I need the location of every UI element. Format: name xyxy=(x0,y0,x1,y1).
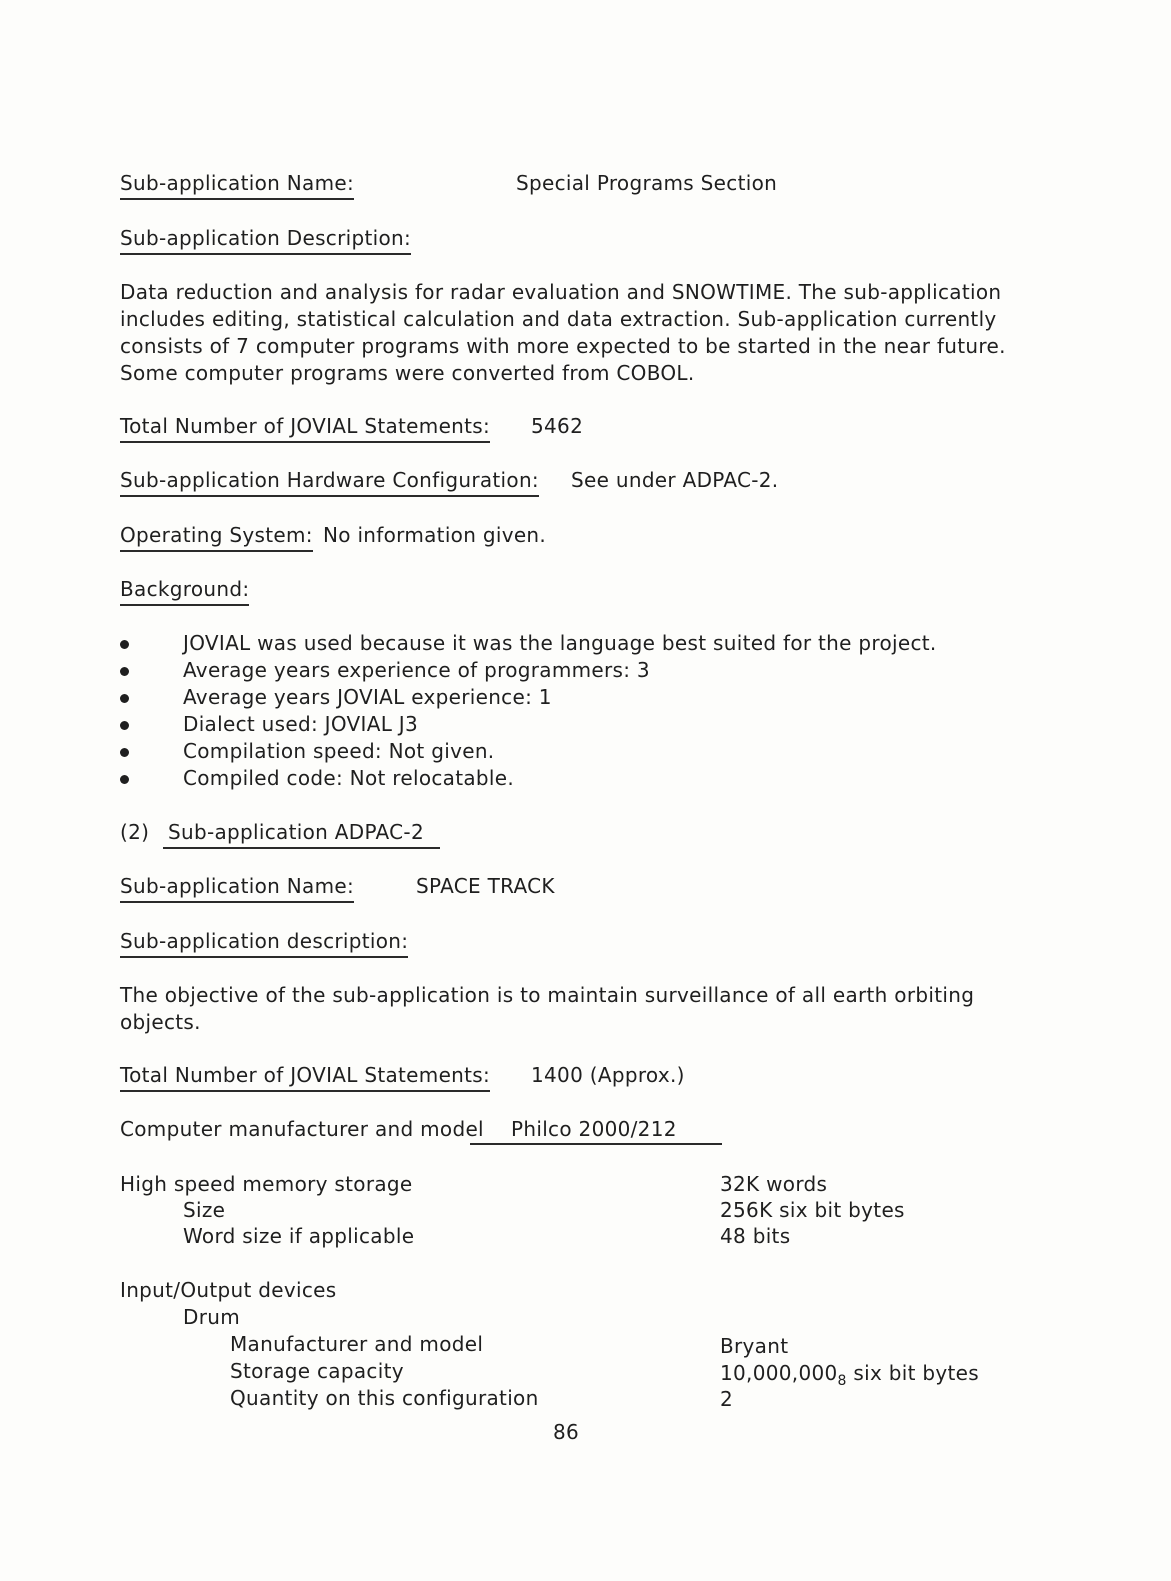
section-title-underline xyxy=(163,847,440,849)
memory-storage-label: High speed memory storage xyxy=(120,1172,413,1196)
operating-system-value: No information given. xyxy=(323,523,547,547)
memory-size-value: 256K six bit bytes xyxy=(720,1198,905,1222)
hardware-config-value: See under ADPAC-2. xyxy=(571,468,779,492)
bullet-icon xyxy=(120,694,129,703)
sub-app-name-value: SPACE TRACK xyxy=(416,874,555,898)
computer-model-value: Philco 2000/212 xyxy=(511,1117,677,1141)
drum-manufacturer-value: Bryant xyxy=(720,1334,789,1358)
bullet-icon xyxy=(120,748,129,757)
bullet-icon xyxy=(120,775,129,784)
section-number: (2) xyxy=(120,820,150,844)
bullet-icon xyxy=(120,640,129,649)
sub-app-name-value: Special Programs Section xyxy=(516,171,778,195)
drum-capacity-value: $10,000,000_8$ six bit bytes xyxy=(720,1361,980,1389)
bullet-icon xyxy=(120,667,129,676)
description-line: The objective of the sub-application is to maintain surveillance of all earth orbiting xyxy=(120,983,975,1007)
drum-capacity-label: Storage capacity xyxy=(230,1359,404,1383)
sub-app-name-label: Sub-application Name: xyxy=(120,873,354,903)
description-line: Some computer programs were converted from COBOL. xyxy=(120,361,695,385)
description-line: objects. xyxy=(120,1010,201,1034)
jovial-statements-label: Total Number of JOVIAL Statements: xyxy=(120,1062,490,1092)
section-title: Sub-application ADPAC-2 xyxy=(168,820,424,844)
description-line: includes editing, statistical calculation and data extraction. Sub-application currently xyxy=(120,307,997,331)
memory-size-label: Size xyxy=(183,1198,226,1222)
word-size-value: 48 bits xyxy=(720,1224,791,1248)
jovial-statements-value: 1400 (Approx.) xyxy=(531,1063,685,1087)
sub-app-description xyxy=(120,982,974,1036)
sub-app-description-label: Sub-application description: xyxy=(120,928,408,958)
jovial-statements-label: Total Number of JOVIAL Statements: xyxy=(120,413,490,443)
drum-label: Drum xyxy=(183,1305,240,1329)
description-line: consists of 7 computer programs with more expected to be started in the near future. xyxy=(120,334,1006,358)
hardware-config-label: Sub-application Hardware Configuration: xyxy=(120,467,539,497)
memory-storage-value: 32K words xyxy=(720,1172,828,1196)
document-page: Sub-application Name: Special Programs Section Sub-application Description: Data reduction and analysis for radar evaluation and SNOWTIME. The sub-application includes editing, statistical calculation and data extraction. Sub-application currently consists of 7 computer programs with more expected to be started in the near future. Some computer programs were converted from COBOL. Total Number of JOVIAL Statements: 5462 Sub-application Hardware Configuration: See under ADPAC-2. Operating System: No information given. Background: JOVIAL was used because it was the language best suited for the project. Average years experience of programmers: 3 Average years JOVIAL experience: 1 Dialect used: JOVIAL J3 Compilation speed: Not given. Compiled code: Not relocatable. (2) Sub-application ADPAC-2 Sub-application Name: SPACE TRACK Sub-application description: The objective of the sub-application is to maintain surveillance of all earth orbiting objects. Total Number of JOVIAL Statements: 1400 (Approx.) Computer manufacturer and model Philco 2000/212 High speed memory storage 32K words Size 256K six bit bytes Word size if applicable 48 bits Input/Output devices Drum Manufacturer and model Bryant Storage capacity $10,000,000_8$ six bit bytes Quantity on this configuration 2 86 xyxy=(120,171,1006,1444)
sub-app-description-label: Sub-application Description: xyxy=(120,225,411,255)
drum-quantity-value: 2 xyxy=(720,1387,734,1411)
sub-app-description xyxy=(120,279,1006,387)
word-size-label: Word size if applicable xyxy=(183,1224,415,1248)
jovial-statements-value: 5462 xyxy=(531,414,584,438)
page-number: 86 xyxy=(553,1420,580,1444)
background-label: Background: xyxy=(120,576,249,606)
sub-app-name-label: Sub-application Name: xyxy=(120,170,354,200)
bullet-icon xyxy=(120,721,129,730)
description-line: Data reduction and analysis for radar evaluation and SNOWTIME. The sub-application xyxy=(120,280,1002,304)
drum-quantity-label: Quantity on this configuration xyxy=(230,1386,539,1410)
operating-system-label: Operating System: xyxy=(120,522,313,552)
computer-model-underline xyxy=(470,1143,722,1145)
computer-model-label: Computer manufacturer and model xyxy=(120,1117,484,1141)
drum-manufacturer-label: Manufacturer and model xyxy=(230,1332,484,1356)
io-devices-label: Input/Output devices xyxy=(120,1278,337,1302)
octal-subscript: 8 xyxy=(837,1373,847,1389)
